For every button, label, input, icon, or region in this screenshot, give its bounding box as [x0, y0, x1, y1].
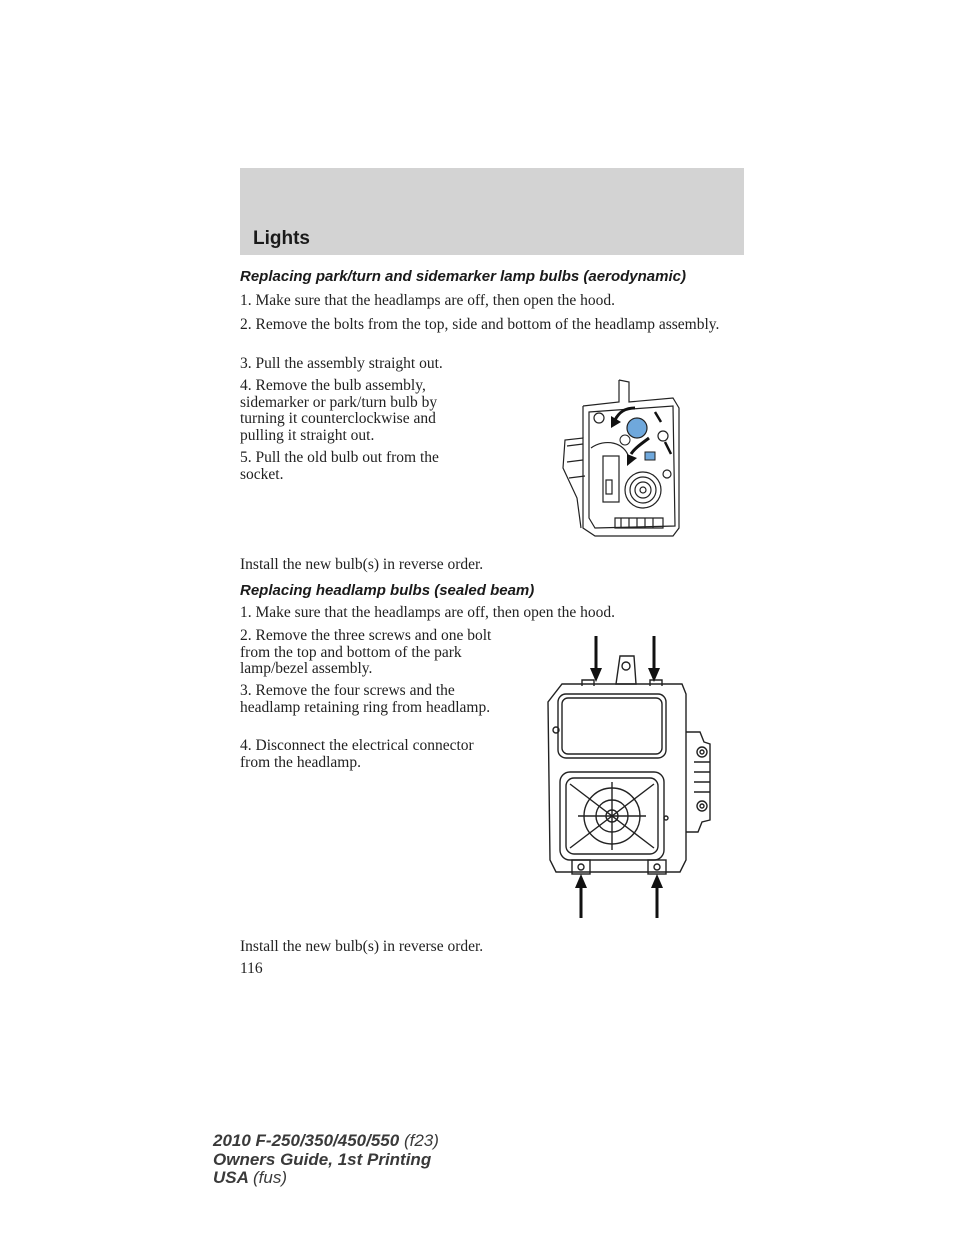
footer-market: USA [213, 1168, 249, 1187]
section1-step-3: 3. Pull the assembly straight out. [240, 355, 443, 372]
footer-model: 2010 F-250/350/450/550 [213, 1131, 400, 1150]
footer-market-code: (fus) [253, 1168, 287, 1187]
sealed-beam-headlamp-illustration [542, 632, 716, 922]
section2-closing: Install the new bulb(s) in reverse order. [240, 938, 484, 955]
footer-line-3 [213, 1169, 439, 1188]
section1-step-4: 4. Remove the bulb assembly, sidemarker or park/turn bulb by turning it counterclockwise and pulling it straight out. [240, 377, 438, 444]
page-number: 116 [240, 960, 263, 977]
section2-heading: Replacing headlamp bulbs (sealed beam) [240, 582, 535, 599]
section-title: Lights [253, 228, 310, 249]
footer-model-code: (f23) [403, 1131, 439, 1150]
section1-step-1: 1. Make sure that the headlamps are off, then open the hood. [240, 292, 616, 309]
section2-step-1: 1. Make sure that the headlamps are off, then open the hood. [240, 604, 616, 621]
section2-step-4: 4. Disconnect the electrical connector from the headlamp. [240, 737, 474, 771]
section1-closing: Install the new bulb(s) in reverse order. [240, 556, 484, 573]
section2-step-2: 2. Remove the three screws and one bolt from the top and bottom of the park lamp/bezel assembly. [240, 627, 492, 677]
footer [213, 1132, 439, 1188]
section1-step-5: 5. Pull the old bulb out from the socket. [240, 449, 439, 483]
park-turn-lamp-illustration [555, 378, 687, 540]
footer-line-1 [213, 1132, 439, 1151]
header-band [240, 168, 744, 255]
section1-step-2: 2. Remove the bolts from the top, side and bottom of the headlamp assembly. [240, 316, 720, 333]
section2-step-3: 3. Remove the four screws and the headlamp retaining ring from headlamp. [240, 682, 491, 716]
section1-heading: Replacing park/turn and sidemarker lamp bulbs (aerodynamic) [240, 268, 686, 285]
footer-line-2: Owners Guide, 1st Printing [213, 1149, 432, 1169]
